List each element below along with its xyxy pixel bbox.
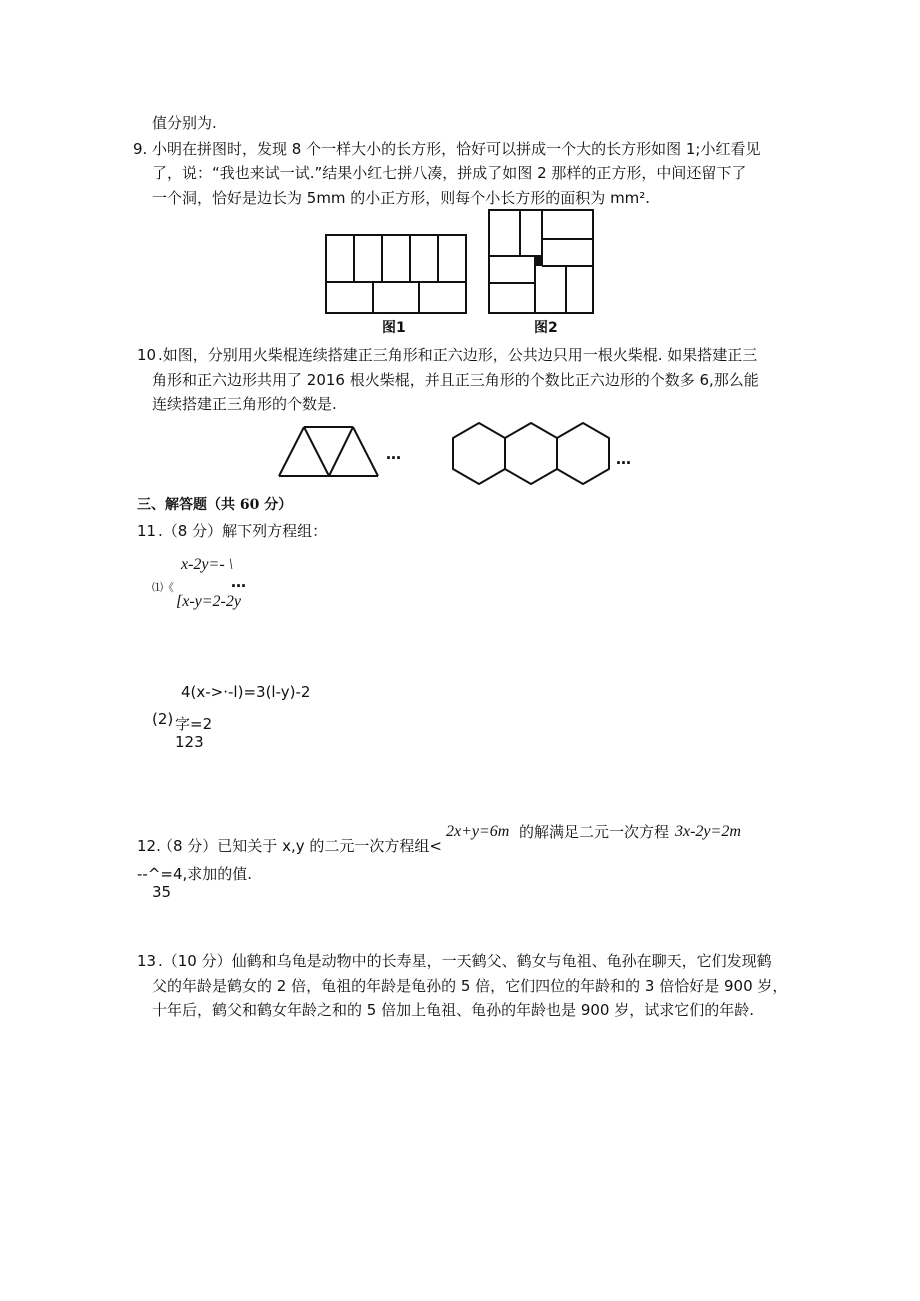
q10-triangles-figure (278, 426, 380, 478)
q10-triangles-ellipsis: … (386, 445, 401, 463)
q13-line-2: 父的年龄是鹤女的 2 倍，龟祖的年龄是龟孙的 5 倍，它们四位的年龄和的 3 倍恰好是 900 岁， (152, 977, 788, 995)
q11-part1-dots: … (231, 573, 246, 591)
q12-line-2: --^=4,求加的值. (137, 865, 253, 883)
q9-line-1: 小明在拼图时，发现 8 个一样大小的长方形，恰好可以拼成一个大的长方形如图 1;小红看见 (152, 140, 761, 158)
q9-line-3: 一个洞，恰好是边长为 5mm 的小正方形，则每个小长方形的面积为 mm². (152, 189, 651, 207)
q9-line-2: 了，说：“我也来试一试.”结果小红七拼八凑，拼成了如图 2 那样的正方形，中间还留下了 (152, 164, 747, 182)
q12-number: 12. (137, 837, 161, 855)
q11-part2-eq2: 字=2 (175, 715, 213, 733)
q9-figure-2 (488, 209, 594, 314)
q10-line-1: .如图，分别用火柴棍连续搭建正三角形和正六边形，公共边只用一根火柴棍. 如果搭建正三 (158, 346, 758, 364)
q11-number: 11 (137, 522, 157, 540)
q11-part1-eq2: [x-y=2-2y (176, 593, 241, 610)
q10-number: 10 (137, 346, 157, 364)
q10-hexagons-figure (452, 422, 612, 486)
q12-equation-right: 3x-2y=2m (675, 823, 741, 840)
q10-line-2: 角形和正六边形共用了 2016 根火柴棍，并且正三角形的个数比正六边形的个数多 6,那么能 (152, 371, 759, 389)
q12-middle-text: 的解满足二元一次方程 (519, 823, 670, 841)
q8-tail-text: 值分别为. (152, 114, 217, 132)
q13-line-1: .（10 分）仙鹤和乌龟是动物中的长寿星，一天鹤父、鹤女与龟祖、龟孙在聊天，它们发现鹤 (158, 952, 772, 970)
q13-line-3: 十年后，鹤父和鹤女年龄之和的 5 倍加上龟祖、龟孙的年龄也是 900 岁，试求它们的年龄. (152, 1001, 755, 1019)
q9-figure-1 (325, 234, 467, 314)
q12-equation-top: 2x+y=6m (446, 823, 510, 840)
q11-part2-eq1: 4(x->·-l)=3(l-y)-2 (181, 683, 311, 701)
q11-part2-eq3: 123 (175, 733, 204, 751)
q10-hexagons-ellipsis: … (616, 450, 631, 468)
q10-line-3: 连续搭建正三角形的个数是. (152, 395, 337, 413)
q11-part2-label: (2) (152, 710, 174, 728)
q9-figure-1-label: 图1 (382, 320, 406, 336)
q9-number: 9. (133, 140, 148, 158)
q12-line-3: 35 (152, 883, 172, 901)
q9-figure-2-label: 图2 (534, 320, 558, 336)
q11-part1-label: ⑴《 (152, 581, 174, 594)
q13-number: 13 (137, 952, 157, 970)
q11-prompt: .（8 分）解下列方程组： (158, 522, 328, 540)
q11-part1-eq1: x-2y=- \ (181, 556, 234, 573)
q12-prompt: （8 分）已知关于 x,y 的二元一次方程组< (158, 837, 442, 855)
section-3-title: 三、解答题（共 60 分） (137, 497, 293, 513)
